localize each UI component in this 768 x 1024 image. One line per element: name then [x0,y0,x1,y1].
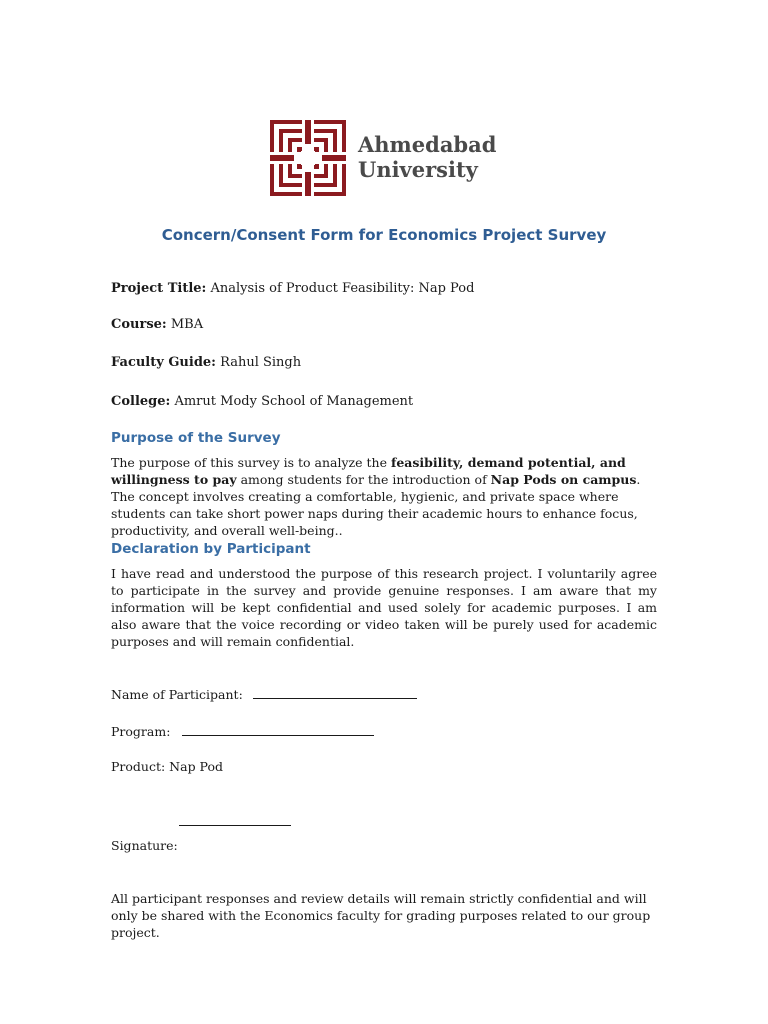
declaration-paragraph: I have read and understood the purpose of this research project. I voluntarily agree to participate in the survey and provide genuine responses. I am aware that my information will be kept confidential and used solely for academic purposes. I am also aware that the voice recording or video taken will be purely used for academic purposes and will remain confidential. [111,566,657,649]
project-title-field [111,280,474,298]
purpose-text-2: among students for the introduction of [236,472,491,487]
college-field [111,393,413,411]
college-value: Amrut Mody School of Management [174,394,414,409]
signature-line[interactable] [179,825,291,826]
project-title-value: Analysis of Product Feasibility: Nap Pod [210,281,475,296]
form-title: Concern/Consent Form for Economics Project Survey [161,226,607,244]
confidentiality-note: All participant responses and review details will remain strictly confidential and will only be shared with the Economics faculty for grading purposes related to our group project. [111,891,651,940]
participant-name-label: Name of Participant: [111,687,243,702]
project-title-label: Project Title: [111,281,207,296]
participant-name-line[interactable] [253,686,417,699]
purpose-text-3: . The concept involves creating a comfortable, hygienic, and private space where students can take short power naps during their academic hours to enhance focus, productivity, and overall well-being.. [111,472,641,538]
university-logo [270,120,510,200]
purpose-heading: Purpose of the Survey [111,430,281,446]
purpose-bold-2: Nap Pods on campus [490,472,637,487]
university-name-line2: University [358,157,478,182]
purpose-text-1: The purpose of this survey is to analyze the [111,455,391,470]
college-label: College: [111,394,171,409]
participant-name-field [111,686,417,702]
course-field [111,316,203,334]
signature-label: Signature: [111,838,178,853]
purpose-bold-1: feasibility, demand potential, and willingness to pay [111,455,626,487]
declaration-heading: Declaration by Participant [111,541,311,557]
university-name-line1: Ahmedabad [358,132,497,157]
program-line[interactable] [182,723,374,736]
course-label: Course: [111,317,167,332]
faculty-guide-field [111,354,301,372]
purpose-paragraph [111,454,657,539]
university-name [358,132,496,182]
university-emblem-icon [270,120,346,196]
faculty-guide-label: Faculty Guide: [111,355,216,370]
faculty-guide-value: Rahul Singh [220,355,302,370]
program-field [111,723,374,739]
program-label: Program: [111,724,171,739]
product-field: Product: Nap Pod [111,759,223,774]
course-value: MBA [170,317,204,332]
